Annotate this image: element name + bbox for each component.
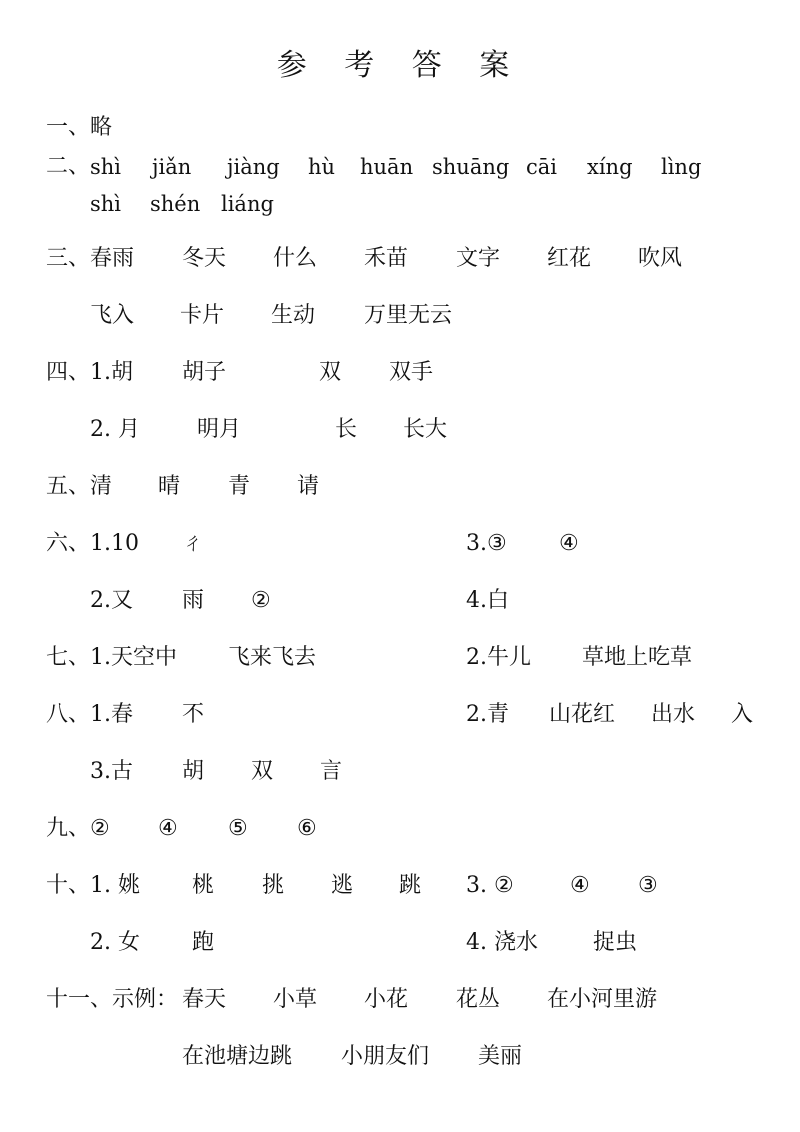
answer-item: ② [90,816,110,841]
answer-item: 胡 [182,759,205,784]
answer-item: 1.春 [90,702,133,727]
answer-item: 1.胡 [90,360,133,385]
word-item: 文字 [456,246,501,271]
answer-item: 3.古 [90,759,133,784]
answer-item: 长 [335,417,358,442]
answer-item: 小花 [364,987,409,1012]
pinyin-item: xíng [587,155,633,179]
word-item: 吹风 [638,246,683,271]
answer-item: 飞来飞去 [228,645,317,670]
word-item: 生动 [271,303,316,328]
answer-item: 捉虫 [593,930,638,955]
pinyin-item: shuāng [432,155,510,179]
answer-item: 4. 浇水 [466,930,538,955]
answer-item: 2. 女 [90,930,140,955]
answer-item: 胡子 [182,360,227,385]
pinyin-item: cāi [526,155,557,179]
pinyin-item: hù [308,155,336,179]
answer-item: 3.③ [466,531,507,556]
pinyin-item: jiǎn [152,155,192,179]
answer-item: 逃 [331,873,354,898]
word-item: 冬天 [182,246,227,271]
answer-item: 草地上吃草 [582,645,693,670]
answer-item: 1.10 [90,531,139,556]
answer-item: 2.牛儿 [466,645,531,670]
answer-item: ④ [158,816,178,841]
pinyin-item: shì [90,192,122,216]
pinyin-item: lìng [661,155,702,179]
word-item: 春雨 [90,246,135,271]
answer-item: 晴 [158,474,181,499]
section-6-label: 六、 [46,531,91,556]
answer-item: 雨 [182,588,205,613]
section-10-label: 十、 [46,873,91,898]
answer-item: ④ [559,531,579,556]
answer-item: ㄔ [182,531,205,556]
section-9-label: 九、 [46,816,91,841]
pinyin-item: liáng [221,192,274,216]
answer-item: 2.青 [466,702,509,727]
answer-item: 花丛 [456,987,501,1012]
pinyin-item: shì [90,155,122,179]
word-item: 飞入 [90,303,135,328]
section-2-label: 二、 [46,154,91,179]
example-prefix: 示例： [112,987,179,1012]
answer-item: ② [251,588,271,613]
answer-item: 入 [731,702,754,727]
answer-item: 1. 姚 [90,873,140,898]
answer-item: ④ [570,873,590,898]
answer-item: ⑥ [297,816,317,841]
section-5-label: 五、 [46,474,91,499]
answer-item: 言 [320,759,343,784]
answer-item: 跑 [192,930,215,955]
answer-item: 长大 [403,417,448,442]
section-3-label: 三、 [46,246,91,271]
answer-item: 3. ② [466,873,514,898]
answer-item: 双手 [389,360,434,385]
answer-item: 山花红 [549,702,616,727]
answer-item: 在小河里游 [547,987,658,1012]
answer-item: 请 [297,474,320,499]
answer-item: 不 [182,702,205,727]
answer-item: 明月 [197,417,242,442]
word-item: 万里无云 [364,303,453,328]
answer-item: 双 [319,360,342,385]
answer-item: 1.天空中 [90,645,177,670]
answer-item: 青 [228,474,251,499]
answer-item: ③ [638,873,658,898]
pinyin-item: jiàng [227,155,280,179]
word-item: 什么 [273,246,318,271]
section-7-label: 七、 [46,645,91,670]
section-11-label: 十一、 [46,987,113,1012]
answer-item: ⑤ [228,816,248,841]
answer-item: 4.白 [466,588,509,613]
word-item: 卡片 [180,303,225,328]
answer-item: 挑 [262,873,285,898]
section-1-answer: 略 [90,115,113,140]
answer-item: 2. 月 [90,417,140,442]
answer-item: 清 [90,474,113,499]
answer-item: 在池塘边跳 [182,1044,293,1069]
answer-item: 2.又 [90,588,133,613]
page-title: 参 考 答 案 [276,48,524,83]
section-8-label: 八、 [46,702,91,727]
word-item: 禾苗 [364,246,409,271]
word-item: 红花 [547,246,592,271]
answer-item: 小朋友们 [341,1044,430,1069]
answer-item: 小草 [273,987,318,1012]
answer-item: 出水 [651,702,696,727]
answer-item: 桃 [192,873,215,898]
section-1-label: 一、 [46,115,91,140]
answer-item: 跳 [399,873,422,898]
answer-item: 美丽 [478,1044,523,1069]
answer-item: 春天 [182,987,227,1012]
section-4-label: 四、 [46,360,91,385]
pinyin-item: huān [360,155,414,179]
answer-item: 双 [251,759,274,784]
pinyin-item: shén [150,192,201,216]
